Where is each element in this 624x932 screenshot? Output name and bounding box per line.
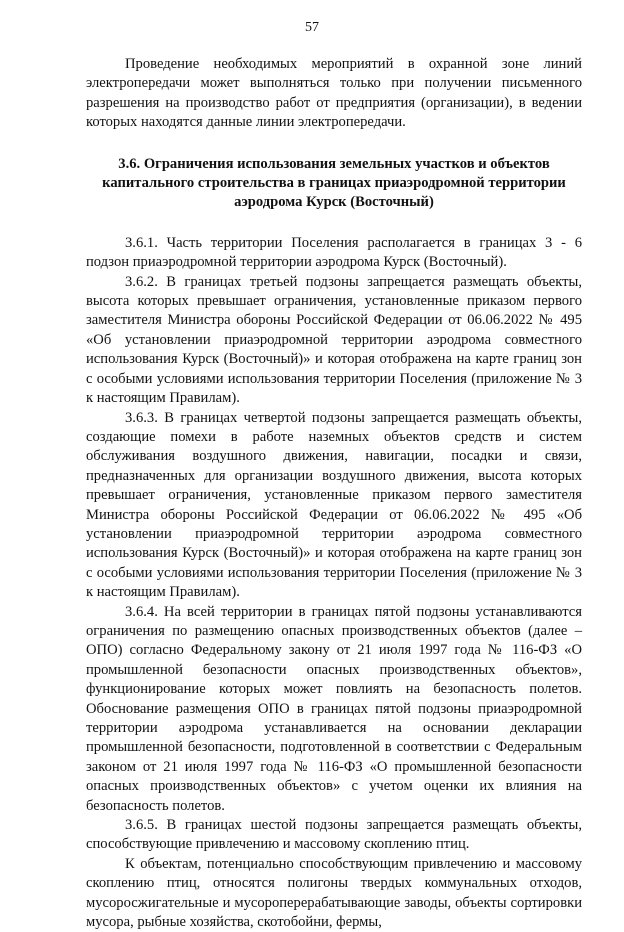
paragraph-3-6-4: 3.6.4. На всей территории в границах пятой подзоны устанавливаются ограничения по размещению опасных производственных объектов (далее – ОПО) согласно Федеральному закону от 21 июля 1997 года № 116-ФЗ «О промышленной безопасности опасных производственных объектов», функционирование которых может повлиять на безопасность полетов. Обоснование размещения ОПО в границах пятой подзоны приаэродромной территории аэродрома устанавливается на основании декларации промышленной безопасности, подготовленной в соответствии с Федеральным законом от 21 июля 1997 года № 116-ФЗ «О промышленной безопасности опасных производственных объектов» с учетом оценки их влияния на безопасность полетов. [86, 603, 582, 814]
page-content [86, 55, 582, 932]
paragraph-bird-objects: К объектам, потенциально способствующим привлечению и массовому скоплению птиц, относятся полигоны твердых коммунальных отходов, мусоросжигательные и мусороперерабатывающие заводы, объекты сортировки мусора, рыбные хозяйства, скотобойни, фермы, [86, 855, 582, 931]
paragraph-3-6-5: 3.6.5. В границах шестой подзоны запрещается размещать объекты, способствующие привлечению и массовому скоплению птиц. [86, 817, 582, 853]
paragraph-3-6-3: 3.6.3. В границах четвертой подзоны запрещается размещать объекты, создающие помехи в работе наземных объектов средств и систем обслуживания воздушного движения, навигации, посадки и связи, предназначенных для организации воздушного движения, высота которых превышает ограничения, установленные приказом первого заместителя Министра обороны Российской Федерации от 06.06.2022 № 495 «Об установлении приаэродромной территории аэродрома совместного использования Курск (Восточный)» и которая отображена на карте границ зон с особыми условиями использования территории Поселения (приложение № 3 к настоящим Правилам). [86, 409, 582, 601]
section-heading: 3.6. Ограничения использования земельных участков и объектов капитального строительства в границах приаэродромной территории аэродрома Курск (Восточный) [102, 155, 566, 211]
paragraph-3-6-2: 3.6.2. В границах третьей подзоны запрещается размещать объекты, высота которых превышает ограничения, установленные приказом первого заместителя Министра обороны Российской Федерации от 06.06.2022 № 495 «Об установлении приаэродромной территории аэродрома совместного использования Курск (Восточный)» и которая отображена на карте границ зон с особыми условиями использования территории Поселения (приложение № 3 к настоящим Правилам). [86, 273, 582, 407]
intro-paragraph: Проведение необходимых мероприятий в охранной зоне линий электропередачи может выполняться только при получении письменного разрешения на производство работ от предприятия (организации), в ведении которых находятся данные линии электропередачи. [86, 56, 582, 131]
paragraph-3-6-1: 3.6.1. Часть территории Поселения располагается в границах 3 - 6 подзон приаэродромной территории аэродрома Курск (Восточный). [86, 234, 582, 271]
page-number: 57 [305, 20, 319, 35]
